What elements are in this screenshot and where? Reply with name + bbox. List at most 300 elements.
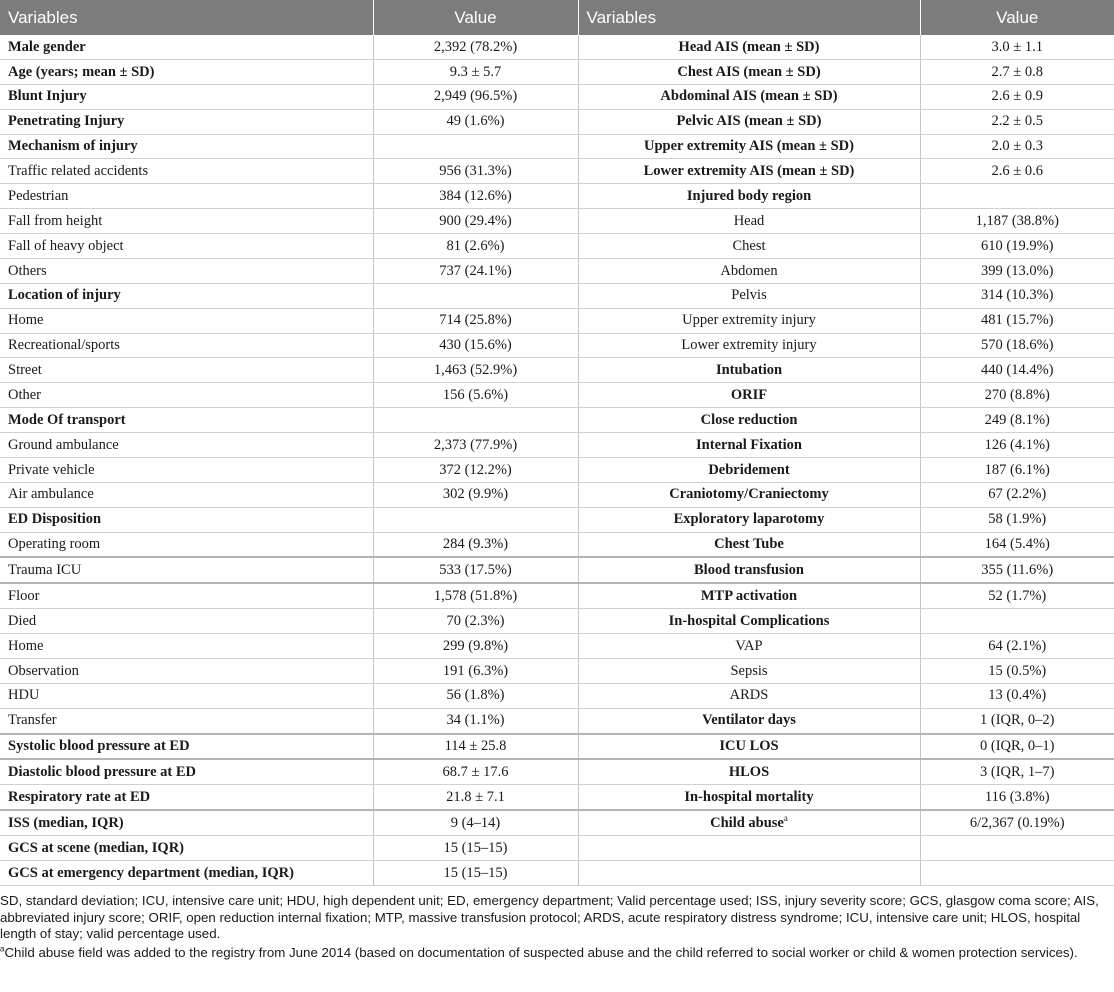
right-variable-cell	[578, 159, 920, 184]
left-value-cell-text: 49 (1.6%)	[446, 113, 505, 130]
right-value-cell	[920, 258, 1114, 283]
right-value-cell	[920, 860, 1114, 885]
left-value-cell	[373, 308, 578, 333]
left-variable-cell-text: Others	[8, 262, 47, 279]
left-variable-cell	[0, 609, 373, 634]
abbreviations-note: SD, standard deviation; ICU, intensive care unit; HDU, high dependent unit; ED, emergency department; Valid percentage used; ISS, injury severity score; GCS, glasgow coma score; AIS, abbreviated injury score; ORIF, open reduction internal fixation; MTP, massive transfusion protocol; ARDS, acute respiratory distress syndrome; ICU, intensive care unit; HLOS, hospital length of stay; valid percentage used.	[0, 893, 1099, 941]
left-variable-cell	[0, 84, 373, 109]
left-variable-cell-text: Observation	[8, 662, 79, 679]
right-variable-cell	[578, 457, 920, 482]
right-variable-cell	[578, 234, 920, 259]
left-variable-cell	[0, 634, 373, 659]
right-value-cell-text: 0 (IQR, 0–1)	[979, 738, 1055, 755]
left-value-cell	[373, 358, 578, 383]
left-value-cell	[373, 35, 578, 59]
left-variable-cell-text: Fall from height	[8, 212, 103, 229]
right-variable-cell-text: Debridement	[708, 461, 790, 478]
right-value-cell-text: 2.0 ± 0.3	[991, 138, 1043, 155]
left-variable-cell	[0, 209, 373, 234]
right-value-cell-text: 116 (3.8%)	[984, 788, 1050, 805]
left-value-cell-text: 68.7 ± 17.6	[442, 764, 509, 781]
right-value-cell	[920, 759, 1114, 784]
right-value-cell-text: 2.2 ± 0.5	[991, 113, 1043, 130]
right-variable-cell-text: Pelvic AIS (mean ± SD)	[676, 113, 822, 130]
right-value-cell-text: 6/2,367 (0.19%)	[969, 814, 1065, 831]
right-value-cell-text: 249 (8.1%)	[984, 411, 1050, 428]
right-variable-cell	[578, 785, 920, 810]
right-value-cell-text: 1 (IQR, 0–2)	[979, 712, 1055, 729]
right-variable-cell	[578, 609, 920, 634]
left-value-cell	[373, 482, 578, 507]
left-variable-cell-text: Other	[8, 386, 42, 403]
left-value-cell-text: 56 (1.8%)	[446, 687, 505, 704]
right-variable-cell-text: Head	[733, 212, 765, 229]
right-value-cell	[920, 457, 1114, 482]
right-variable-cell-text: Injured body region	[686, 187, 812, 204]
left-value-cell-text: 302 (9.9%)	[442, 486, 509, 503]
right-variable-cell	[578, 333, 920, 358]
left-variable-cell	[0, 383, 373, 408]
left-value-cell	[373, 258, 578, 283]
left-variable-cell-text: ED Disposition	[8, 511, 102, 528]
left-variable-cell-text: Male gender	[8, 38, 86, 55]
left-value-cell-text: 21.8 ± 7.1	[446, 788, 505, 805]
right-variable-cell-text: ICU LOS	[719, 738, 779, 755]
left-value-cell-text: 284 (9.3%)	[442, 536, 509, 553]
left-value-cell-text: 156 (5.6%)	[442, 386, 509, 403]
right-variable-cell-text: ORIF	[730, 386, 768, 403]
right-variable-cell-text: Chest	[732, 237, 766, 254]
right-value-cell-text: 64 (2.1%)	[988, 637, 1047, 654]
left-variable-cell-text: Diastolic blood pressure at ED	[8, 764, 196, 781]
right-value-cell	[920, 184, 1114, 209]
right-variable-cell	[578, 109, 920, 134]
right-variable-cell-text: Close reduction	[700, 411, 798, 428]
right-value-cell	[920, 408, 1114, 433]
table-row	[0, 860, 1114, 885]
table-row	[0, 84, 1114, 109]
left-variable-cell-text: Home	[8, 312, 44, 329]
left-variable-cell	[0, 532, 373, 557]
right-variable-cell	[578, 810, 920, 835]
right-variable-cell	[578, 532, 920, 557]
left-value-cell	[373, 810, 578, 835]
left-variable-cell-text: Home	[8, 637, 44, 654]
left-value-cell-text: 900 (29.4%)	[439, 212, 512, 229]
right-value-cell	[920, 583, 1114, 608]
right-variable-cell-text: Chest Tube	[714, 536, 784, 553]
left-variable-cell	[0, 184, 373, 209]
left-value-cell-text: 1,463 (52.9%)	[433, 362, 518, 379]
table-row	[0, 234, 1114, 259]
left-value-cell	[373, 683, 578, 708]
left-variable-cell	[0, 433, 373, 458]
table-row	[0, 557, 1114, 583]
table-row	[0, 408, 1114, 433]
right-value-cell-text: 570 (18.6%)	[981, 337, 1054, 354]
left-variable-cell-text: ISS (median, IQR)	[8, 814, 124, 831]
left-value-cell-text: 2,392 (78.2%)	[433, 38, 518, 55]
left-variable-cell-text: GCS at scene (median, IQR)	[8, 839, 185, 856]
left-value-cell	[373, 333, 578, 358]
right-variable-cell	[578, 482, 920, 507]
header-variables-right: Variables	[578, 0, 920, 35]
left-variable-cell	[0, 333, 373, 358]
table-row	[0, 583, 1114, 608]
right-value-cell-text: 1,187 (38.8%)	[975, 212, 1059, 229]
left-variable-cell	[0, 557, 373, 583]
right-variable-cell	[578, 836, 920, 861]
left-variable-cell	[0, 708, 373, 733]
right-variable-cell-text: Head AIS (mean ± SD)	[678, 38, 820, 55]
table-row	[0, 810, 1114, 835]
left-value-cell	[373, 708, 578, 733]
left-value-cell	[373, 583, 578, 608]
left-variable-cell	[0, 810, 373, 835]
table-row	[0, 708, 1114, 733]
right-value-cell	[920, 358, 1114, 383]
table-row	[0, 507, 1114, 532]
left-variable-cell	[0, 159, 373, 184]
left-value-cell-text: 2,373 (77.9%)	[433, 436, 518, 453]
left-variable-cell-text: Private vehicle	[8, 461, 95, 478]
right-variable-cell	[578, 557, 920, 583]
right-value-cell-text: 164 (5.4%)	[984, 536, 1050, 553]
left-value-cell	[373, 433, 578, 458]
table-body	[0, 35, 1114, 885]
left-value-cell	[373, 557, 578, 583]
left-variable-cell-text: Pedestrian	[8, 187, 69, 204]
left-value-cell	[373, 634, 578, 659]
right-variable-cell-text: MTP activation	[700, 587, 798, 604]
right-value-cell	[920, 234, 1114, 259]
left-value-cell	[373, 457, 578, 482]
left-value-cell-text: 9 (4–14)	[450, 814, 501, 831]
table-row	[0, 209, 1114, 234]
left-value-cell	[373, 507, 578, 532]
left-variable-cell	[0, 134, 373, 159]
table-row	[0, 683, 1114, 708]
right-variable-cell	[578, 433, 920, 458]
left-value-cell	[373, 283, 578, 308]
right-variable-cell	[578, 683, 920, 708]
left-value-cell	[373, 609, 578, 634]
right-value-cell-text: 13 (0.4%)	[988, 687, 1047, 704]
right-variable-cell	[578, 658, 920, 683]
right-value-cell-text: 2.7 ± 0.8	[991, 63, 1043, 80]
right-value-cell-text: 481 (15.7%)	[981, 312, 1054, 329]
right-value-cell-text: 440 (14.4%)	[981, 362, 1054, 379]
table-row	[0, 658, 1114, 683]
left-variable-cell-text: Location of injury	[8, 287, 121, 304]
table-row	[0, 35, 1114, 59]
left-variable-cell	[0, 408, 373, 433]
right-variable-cell	[578, 583, 920, 608]
right-value-cell	[920, 836, 1114, 861]
right-variable-cell-text: Lower extremity AIS (mean ± SD)	[643, 163, 855, 180]
right-value-cell-text: 2.6 ± 0.9	[991, 88, 1043, 105]
right-value-cell	[920, 134, 1114, 159]
left-variable-cell	[0, 308, 373, 333]
table-row	[0, 785, 1114, 810]
right-variable-cell	[578, 708, 920, 733]
right-value-cell	[920, 557, 1114, 583]
footnote-a-text: Child abuse field was added to the registry from June 2014 (based on documentation of suspected abuse and the child referred to social worker or child & women protection services).	[4, 944, 1078, 960]
table-row	[0, 759, 1114, 784]
right-variable-cell-text: Intubation	[715, 362, 783, 379]
right-value-cell	[920, 333, 1114, 358]
left-variable-cell	[0, 507, 373, 532]
left-value-cell	[373, 836, 578, 861]
left-variable-cell	[0, 734, 373, 760]
right-variable-cell-text: Abdominal AIS (mean ± SD)	[660, 88, 838, 105]
left-value-cell-text: 15 (15–15)	[443, 864, 508, 881]
left-variable-cell	[0, 683, 373, 708]
left-value-cell	[373, 860, 578, 885]
left-variable-cell	[0, 785, 373, 810]
table-row	[0, 134, 1114, 159]
left-value-cell	[373, 109, 578, 134]
left-value-cell	[373, 785, 578, 810]
left-value-cell-text: 191 (6.3%)	[442, 662, 509, 679]
right-variable-cell	[578, 358, 920, 383]
right-variable-cell-text: Ventilator days	[702, 712, 796, 729]
left-variable-cell-text: Mode Of transport	[8, 411, 126, 428]
right-variable-cell	[578, 507, 920, 532]
left-variable-cell-text: Mechanism of injury	[8, 138, 138, 155]
table-row	[0, 532, 1114, 557]
right-variable-cell-text: Pelvis	[731, 287, 767, 304]
left-variable-cell-text: Penetrating Injury	[8, 113, 125, 130]
left-value-cell-text: 114 ± 25.8	[444, 738, 507, 755]
right-value-cell	[920, 532, 1114, 557]
left-value-cell-text: 15 (15–15)	[443, 839, 508, 856]
left-value-cell	[373, 184, 578, 209]
right-value-cell-text: 314 (10.3%)	[981, 287, 1054, 304]
left-variable-cell	[0, 258, 373, 283]
left-variable-cell	[0, 358, 373, 383]
right-variable-cell-text: In-hospital mortality	[684, 788, 814, 805]
left-variable-cell-text: Systolic blood pressure at ED	[8, 738, 190, 755]
right-variable-cell-text: Sepsis	[730, 662, 768, 679]
right-value-cell	[920, 209, 1114, 234]
right-value-cell	[920, 283, 1114, 308]
left-value-cell-text: 299 (9.8%)	[442, 637, 509, 654]
right-variable-cell-text: Chest AIS (mean ± SD)	[677, 63, 821, 80]
left-value-cell	[373, 532, 578, 557]
table-row	[0, 308, 1114, 333]
left-value-cell	[373, 658, 578, 683]
left-variable-cell	[0, 836, 373, 861]
left-value-cell-text: 956 (31.3%)	[439, 163, 512, 180]
left-variable-cell-text: Fall of heavy object	[8, 237, 124, 254]
right-variable-cell-text: Internal Fixation	[696, 436, 802, 453]
right-variable-cell-text: Blood transfusion	[694, 562, 804, 579]
left-variable-cell-text: Transfer	[8, 712, 57, 729]
left-value-cell-text: 533 (17.5%)	[439, 562, 512, 579]
left-value-cell-text: 1,578 (51.8%)	[433, 587, 518, 604]
right-value-cell	[920, 658, 1114, 683]
left-value-cell-text: 70 (2.3%)	[446, 612, 505, 629]
left-variable-cell	[0, 482, 373, 507]
right-variable-cell	[578, 634, 920, 659]
table-row	[0, 159, 1114, 184]
right-value-cell-text: 3.0 ± 1.1	[991, 38, 1043, 55]
table-row	[0, 836, 1114, 861]
table-row	[0, 609, 1114, 634]
table-row	[0, 383, 1114, 408]
footnote-marker: a	[783, 812, 788, 823]
left-value-cell-text: 384 (12.6%)	[439, 187, 512, 204]
right-value-cell-text: 270 (8.8%)	[984, 386, 1050, 403]
right-value-cell	[920, 507, 1114, 532]
left-variable-cell-text: Floor	[8, 587, 40, 604]
left-variable-cell	[0, 457, 373, 482]
right-value-cell	[920, 683, 1114, 708]
right-value-cell	[920, 35, 1114, 59]
right-value-cell-text: 15 (0.5%)	[988, 662, 1047, 679]
table-row	[0, 333, 1114, 358]
table-row	[0, 734, 1114, 760]
left-value-cell-text: 714 (25.8%)	[439, 312, 512, 329]
table-row	[0, 433, 1114, 458]
right-value-cell	[920, 383, 1114, 408]
right-variable-cell	[578, 408, 920, 433]
left-value-cell	[373, 159, 578, 184]
left-variable-cell-text: Trauma ICU	[8, 562, 82, 579]
right-value-cell	[920, 810, 1114, 835]
right-variable-cell-text: Upper extremity injury	[682, 312, 816, 329]
right-variable-cell-text: Child abuse	[710, 814, 784, 831]
right-variable-cell-text: Upper extremity AIS (mean ± SD)	[643, 138, 854, 155]
left-variable-cell	[0, 860, 373, 885]
right-value-cell-text: 3 (IQR, 1–7)	[979, 764, 1055, 781]
table-header	[0, 0, 1114, 35]
left-variable-cell-text: Air ambulance	[8, 486, 94, 503]
left-variable-cell-text: GCS at emergency department (median, IQR)	[8, 864, 294, 881]
right-variable-cell-text: HLOS	[728, 764, 770, 781]
right-variable-cell-text: In-hospital Complications	[668, 612, 830, 629]
left-value-cell-text: 430 (15.6%)	[439, 337, 512, 354]
left-variable-cell	[0, 283, 373, 308]
right-variable-cell-text: VAP	[735, 637, 763, 654]
right-value-cell-text: 399 (13.0%)	[981, 262, 1054, 279]
right-variable-cell-text: Abdomen	[720, 262, 778, 279]
right-variable-cell-text: Exploratory laparotomy	[673, 511, 825, 528]
header-variables-left: Variables	[0, 0, 373, 35]
right-value-cell	[920, 785, 1114, 810]
left-value-cell	[373, 59, 578, 84]
right-value-cell	[920, 433, 1114, 458]
left-variable-cell-text: Street	[8, 362, 42, 379]
right-value-cell-text: 187 (6.1%)	[984, 461, 1050, 478]
left-variable-cell	[0, 234, 373, 259]
right-variable-cell-text: Lower extremity injury	[681, 337, 817, 354]
right-value-cell	[920, 308, 1114, 333]
left-variable-cell	[0, 35, 373, 59]
table-row	[0, 634, 1114, 659]
left-value-cell-text: 34 (1.1%)	[446, 712, 505, 729]
left-value-cell-text: 81 (2.6%)	[446, 237, 505, 254]
left-variable-cell-text: HDU	[8, 687, 40, 704]
right-variable-cell-text: ARDS	[729, 687, 769, 704]
table-row	[0, 457, 1114, 482]
left-variable-cell	[0, 658, 373, 683]
left-variable-cell-text: Operating room	[8, 536, 101, 553]
table-row	[0, 109, 1114, 134]
right-variable-cell	[578, 209, 920, 234]
left-value-cell	[373, 134, 578, 159]
left-value-cell-text: 9.3 ± 5.7	[449, 63, 502, 80]
right-value-cell	[920, 84, 1114, 109]
right-variable-cell-text: Craniotomy/Craniectomy	[669, 486, 829, 503]
left-variable-cell-text: Recreational/sports	[8, 337, 120, 354]
table-row	[0, 283, 1114, 308]
footnote-a-marker: a	[0, 944, 5, 954]
table-footnotes	[0, 893, 1114, 963]
left-value-cell	[373, 759, 578, 784]
left-value-cell-text: 737 (24.1%)	[439, 262, 512, 279]
left-value-cell	[373, 383, 578, 408]
right-value-cell	[920, 109, 1114, 134]
left-value-cell	[373, 209, 578, 234]
left-value-cell	[373, 234, 578, 259]
table-row	[0, 358, 1114, 383]
right-value-cell-text: 58 (1.9%)	[988, 511, 1047, 528]
header-value-right: Value	[920, 0, 1114, 35]
right-value-cell-text: 126 (4.1%)	[984, 436, 1050, 453]
right-variable-cell	[578, 258, 920, 283]
left-variable-cell-text: Traffic related accidents	[8, 163, 149, 180]
right-variable-cell	[578, 59, 920, 84]
left-variable-cell-text: Died	[8, 612, 37, 629]
table-row	[0, 59, 1114, 84]
left-variable-cell	[0, 583, 373, 608]
left-variable-cell	[0, 59, 373, 84]
footnote-a	[0, 945, 1114, 962]
left-variable-cell	[0, 759, 373, 784]
right-variable-cell	[578, 84, 920, 109]
right-variable-cell	[578, 35, 920, 59]
left-variable-cell-text: Ground ambulance	[8, 436, 119, 453]
right-variable-cell	[578, 383, 920, 408]
right-value-cell-text: 67 (2.2%)	[988, 486, 1047, 503]
right-value-cell	[920, 482, 1114, 507]
right-variable-cell	[578, 283, 920, 308]
right-value-cell-text: 610 (19.9%)	[981, 237, 1054, 254]
right-value-cell	[920, 609, 1114, 634]
left-variable-cell-text: Blunt Injury	[8, 88, 87, 105]
right-variable-cell	[578, 308, 920, 333]
right-variable-cell	[578, 860, 920, 885]
right-variable-cell	[578, 134, 920, 159]
left-value-cell	[373, 734, 578, 760]
left-variable-cell-text: Respiratory rate at ED	[8, 788, 151, 805]
right-value-cell-text: 355 (11.6%)	[981, 562, 1054, 579]
table-row	[0, 184, 1114, 209]
table-row	[0, 482, 1114, 507]
header-value-left: Value	[373, 0, 578, 35]
right-value-cell	[920, 734, 1114, 760]
right-value-cell	[920, 708, 1114, 733]
left-value-cell	[373, 84, 578, 109]
right-value-cell	[920, 159, 1114, 184]
right-variable-cell	[578, 759, 920, 784]
right-variable-cell	[578, 734, 920, 760]
right-value-cell-text: 52 (1.7%)	[988, 587, 1047, 604]
left-variable-cell-text: Age (years; mean ± SD)	[8, 63, 155, 80]
left-value-cell-text: 2,949 (96.5%)	[433, 88, 518, 105]
